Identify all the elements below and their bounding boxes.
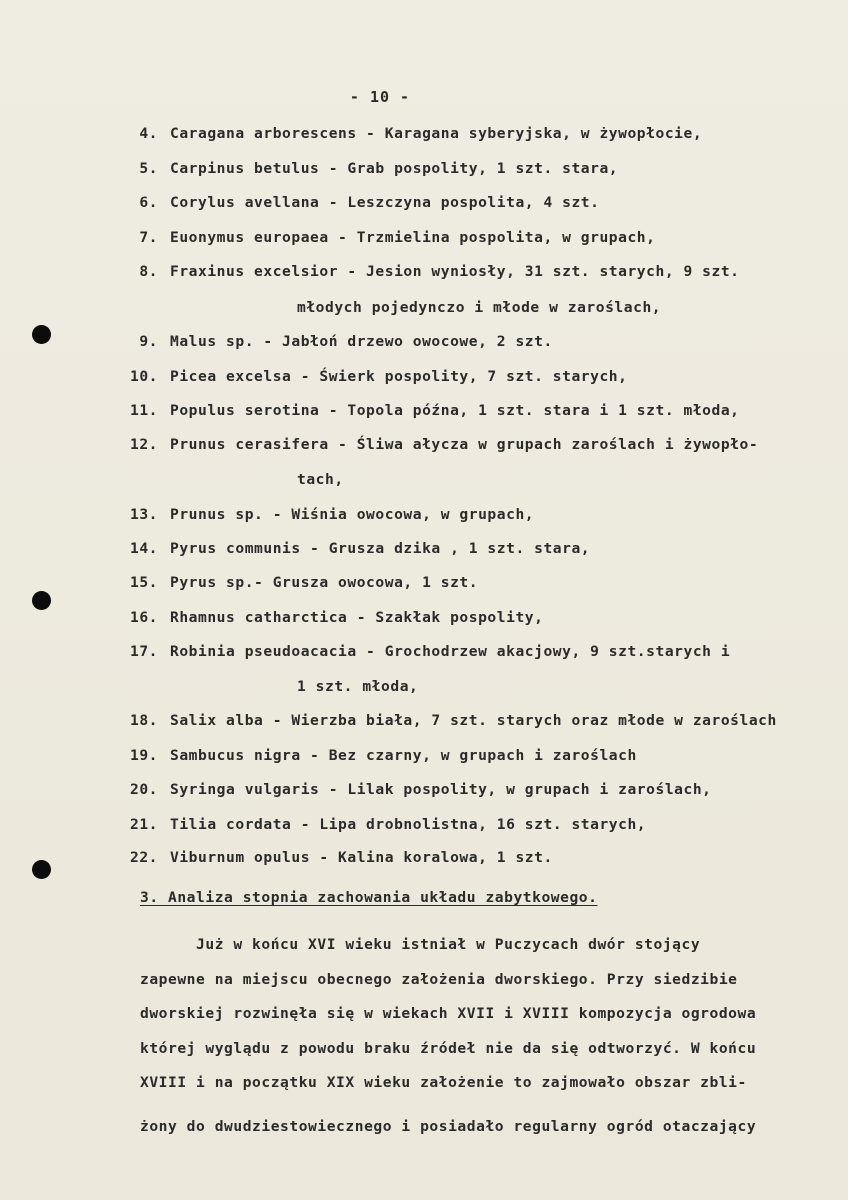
item-number: 16. [129,609,158,626]
item-number: 4. [139,125,158,142]
item-number: 22. [129,849,158,866]
item-number: 19. [129,747,158,764]
item-continuation: tach, [297,471,344,488]
item-number: 6. [139,194,158,211]
item-text: Carpinus betulus - Grab pospolity, 1 szt. stara, [170,160,619,177]
list-item [0,640,848,664]
list-item [0,122,848,146]
item-text: Syringa vulgaris - Lilak pospolity, w grupach i zaroślach, [170,781,712,798]
item-text: Prunus sp. - Wiśnia owocowa, w grupach, [170,506,535,523]
list-item [0,330,848,354]
list-item-continuation [0,296,848,320]
list-item [0,537,848,561]
item-text: Caragana arborescens - Karagana syberyjska, w żywopłocie, [170,125,703,142]
item-text: Corylus avellana - Leszczyna pospolita, 4 szt. [170,194,600,211]
item-number: 14. [129,540,158,557]
list-item-continuation [0,675,848,699]
list-item [0,571,848,595]
list-item [0,226,848,250]
section-heading: 3. Analiza stopnia zachowania układu zabytkowego. [140,889,598,906]
item-text: Populus serotina - Topola późna, 1 szt. stara i 1 szt. młoda, [170,402,740,419]
list-item [0,778,848,802]
item-text: Salix alba - Wierzba biała, 7 szt. starych oraz młode w zaroślach [170,712,777,729]
list-item [0,503,848,527]
list-item [0,260,848,284]
item-number: 5. [139,160,158,177]
list-item [0,846,848,870]
item-text: Pyrus communis - Grusza dzika , 1 szt. stara, [170,540,591,557]
paragraph-line: zapewne na miejscu obecnego założenia dworskiego. Przy siedzibie [140,971,738,988]
list-item [0,157,848,181]
item-text: Picea excelsa - Świerk pospolity, 7 szt. starych, [170,368,628,385]
list-item [0,744,848,768]
paragraph-line: Już w końcu XVI wieku istniał w Puczycach dwór stojący [140,936,701,953]
item-number: 18. [129,712,158,729]
item-text: Robinia pseudoacacia - Grochodrzew akacjowy, 9 szt.starych i [170,643,731,660]
item-continuation: młodych pojedynczo i młode w zaroślach, [297,299,662,316]
item-number: 15. [129,574,158,591]
item-number: 12. [129,436,158,453]
paragraph-line: żony do dwudziestowiecznego i posiadało regularny ogród otaczający [140,1118,757,1135]
item-number: 7. [139,229,158,246]
item-text: Viburnum opulus - Kalina koralowa, 1 szt. [170,849,553,866]
item-text: Euonymus europaea - Trzmielina pospolita, w grupach, [170,229,656,246]
paragraph-line: dworskiej rozwinęła się w wiekach XVII i XVIII kompozycja ogrodowa [140,1005,757,1022]
paragraph-line: której wyglądu z powodu braku źródeł nie da się odtworzyć. W końcu [140,1040,757,1057]
list-item [0,433,848,457]
item-number: 21. [129,816,158,833]
item-text: Tilia cordata - Lipa drobnolistna, 16 szt. starych, [170,816,647,833]
list-item [0,606,848,630]
list-item [0,191,848,215]
list-item-continuation [0,468,848,492]
list-item [0,399,848,423]
item-number: 13. [129,506,158,523]
item-number: 17. [129,643,158,660]
list-item [0,709,848,733]
paragraph-line: XVIII i na początku XIX wieku założenie to zajmowało obszar zbli- [140,1074,747,1091]
item-number: 10. [129,368,158,385]
item-text: Fraxinus excelsior - Jesion wyniosły, 31 szt. starych, 9 szt. [170,263,740,280]
item-number: 20. [129,781,158,798]
list-item [0,813,848,837]
item-text: Malus sp. - Jabłoń drzewo owocowe, 2 szt. [170,333,553,350]
list-item [0,365,848,389]
item-number: 11. [129,402,158,419]
item-number: 8. [139,263,158,280]
item-number: 9. [139,333,158,350]
page-number: - 10 - [349,88,411,106]
item-text: Rhamnus catharctica - Szakłak pospolity, [170,609,544,626]
item-continuation: 1 szt. młoda, [297,678,419,695]
item-text: Pyrus sp.- Grusza owocowa, 1 szt. [170,574,479,591]
item-text: Sambucus nigra - Bez czarny, w grupach i zaroślach [170,747,637,764]
item-text: Prunus cerasifera - Śliwa ałycza w grupach zaroślach i żywopło- [170,436,759,453]
